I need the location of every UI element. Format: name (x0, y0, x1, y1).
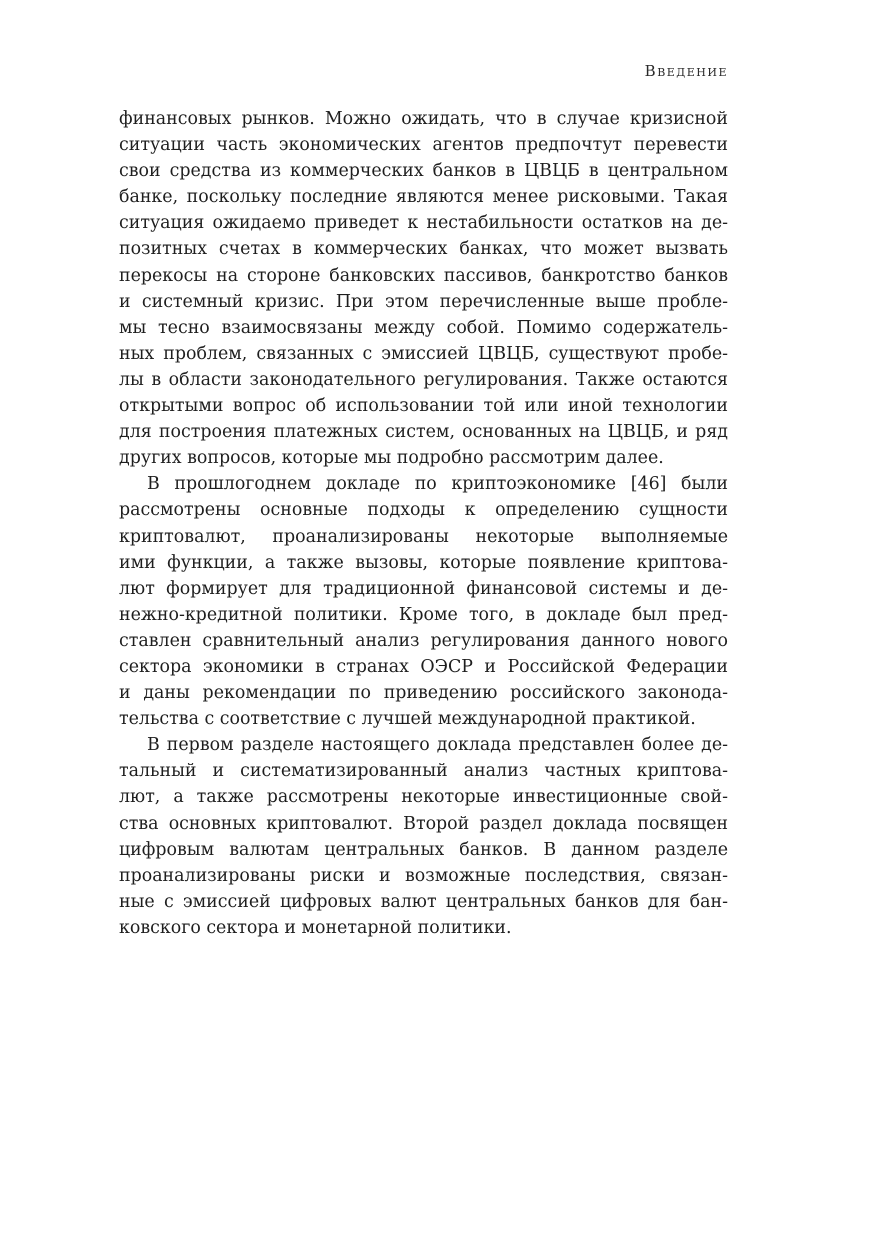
text-line: финансовых рынков. Можно ожидать, что в случае кризисной (119, 109, 728, 129)
text-line: открытыми вопрос об использовании той или иной технологии (119, 396, 728, 417)
text-line: тальный и систематизированный анализ частных криптова- (119, 761, 728, 782)
text-line: тельства с соответствие с лучшей международной практикой. (119, 709, 696, 730)
paragraph-2 (119, 471, 728, 732)
text-line: ные с эмиссией цифровых валют центральных банков для бан- (119, 891, 728, 912)
text-line: ими функции, а также вызовы, которые появление криптова- (119, 552, 728, 573)
text-line: ситуации часть экономических агентов предпочтут перевести (119, 135, 728, 156)
text-line: ставлен сравнительный анализ регулирования данного нового (119, 630, 728, 651)
text-line: ства основных криптовалют. Второй раздел доклада посвящен (119, 813, 728, 834)
text-line: В первом разделе настоящего доклада представлен более де- (147, 735, 728, 756)
text-line: ситуация ожидаемо приведет к нестабильности остатков на де- (119, 213, 728, 234)
text-line: перекосы на стороне банковских пассивов, банкротство банков (119, 265, 728, 286)
text-line: ковского сектора и монетарной политики. (119, 917, 512, 938)
text-line: лы в области законодательного регулирования. Также остаются (119, 369, 728, 390)
text-line: лют, а также рассмотрены некоторые инвестиционные свой- (119, 787, 728, 808)
text-line: сектора экономики в странах ОЭСР и Российской Федерации (119, 656, 728, 677)
text-line: банке, поскольку последние являются менее рисковыми. Такая (119, 187, 728, 208)
text-line: криптовалют, проанализированы некоторые выполняемые (119, 526, 728, 547)
text-line: лют формирует для традиционной финансовой системы и де- (119, 578, 728, 599)
text-line: нежно-кредитной политики. Кроме того, в докладе был пред- (119, 604, 728, 625)
text-line: В прошлогоднем докладе по криптоэкономике [46] были (147, 474, 728, 495)
text-line: проанализированы риски и возможные последствия, связан- (119, 865, 728, 886)
paragraph-3 (119, 732, 728, 941)
text-line: для построения платежных систем, основанных на ЦВЦБ, и ряд (119, 422, 728, 443)
text-line: позитных счетах в коммерческих банках, что может вызвать (119, 239, 728, 260)
paragraph-1 (119, 106, 728, 471)
text-line: рассмотрены основные подходы к определению сущности (119, 500, 728, 521)
text-line: свои средства из коммерческих банков в ЦВЦБ в центральном (119, 161, 728, 182)
text-line: ных проблем, связанных с эмиссией ЦВЦБ, существуют пробе- (119, 343, 728, 364)
running-head: Введение (644, 62, 728, 80)
text-line: мы тесно взаимосвязаны между собой. Помимо содержатель- (119, 317, 728, 338)
body-text (119, 106, 728, 941)
text-line: и даны рекомендации по приведению российского законода- (119, 683, 728, 704)
text-line: других вопросов, которые мы подробно рассмотрим далее. (119, 448, 664, 469)
text-line: и системный кризис. При этом перечисленные выше пробле- (119, 291, 728, 312)
text-line: цифровым валютам центральных банков. В данном разделе (119, 839, 728, 860)
